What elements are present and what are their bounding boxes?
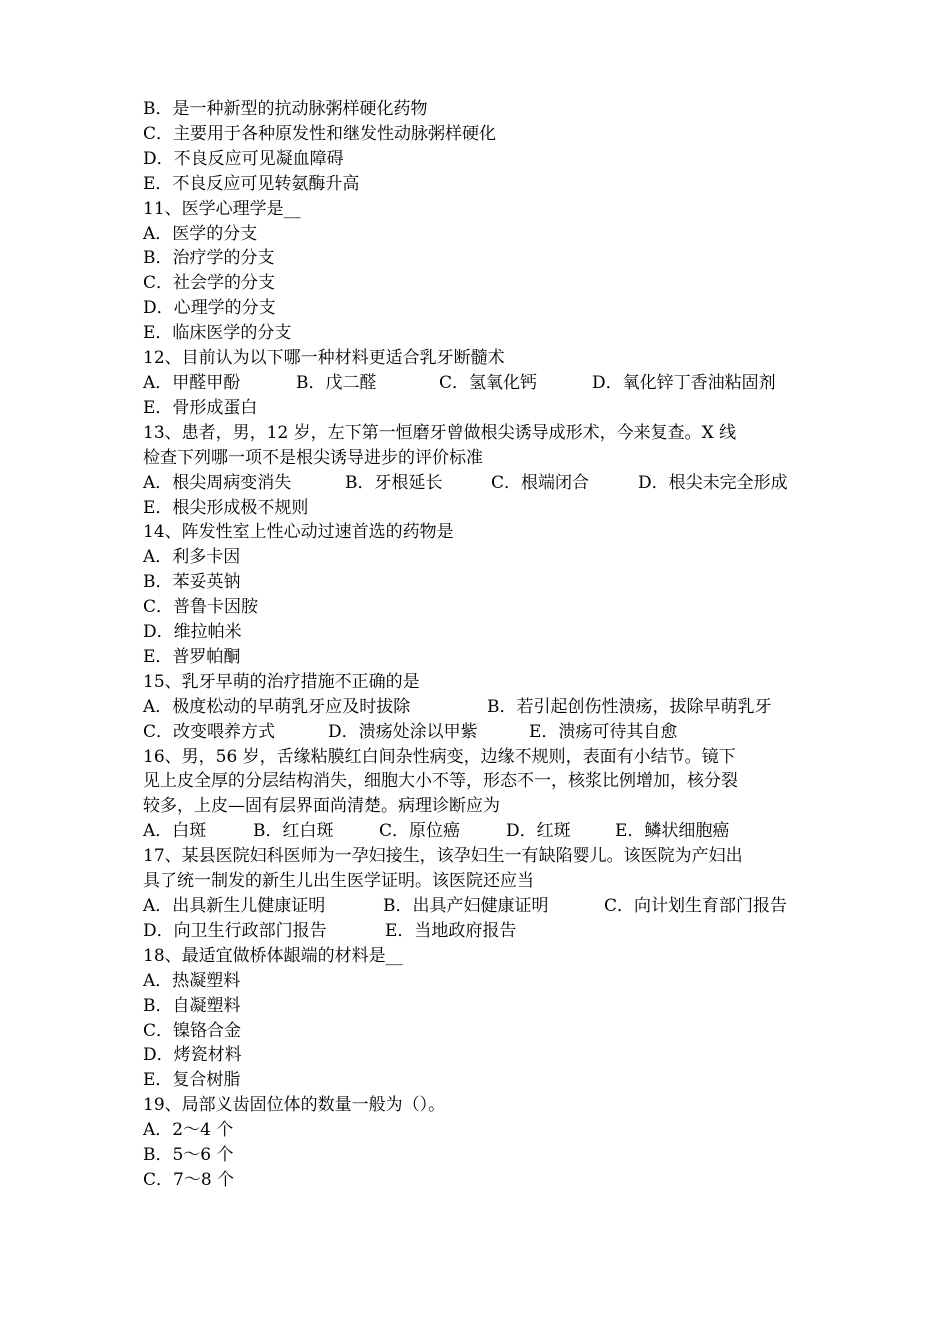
- option-line: E．普罗帕酮: [143, 646, 241, 667]
- option-c: C．根端闭合: [491, 472, 590, 493]
- question-12: 12、目前认为以下哪一种材料更适合乳牙断髓术: [143, 348, 505, 369]
- options-row: [143, 894, 823, 919]
- option-line: A．利多卡因: [143, 547, 241, 568]
- question-17: 17、某县医院妇科医师为一孕妇接生，该孕妇生一有缺陷婴儿。该医院为产妇出: [143, 846, 743, 867]
- option-a: A．出具新生儿健康证明: [143, 896, 326, 916]
- options-row: [143, 720, 823, 745]
- option-line: B．治疗学的分支: [143, 248, 275, 269]
- question-11: 11、医学心理学是__: [143, 198, 301, 219]
- option-line: B．5～6 个: [143, 1145, 234, 1166]
- option-c: C．改变喂养方式: [143, 721, 276, 742]
- option-line: C．7～8 个: [143, 1169, 235, 1190]
- option-e: E．鳞状细胞癌: [615, 821, 730, 842]
- document-body: [143, 97, 823, 1193]
- question-16-cont: 较多，上皮—固有层界面尚清楚。病理诊断应为: [143, 796, 500, 817]
- question-18: 18、最适宜做桥体龈端的材料是__: [143, 945, 403, 966]
- option-a: A．极度松动的早萌乳牙应及时拔除: [143, 696, 411, 717]
- question-19: 19、局部义齿固位体的数量一般为（）。: [143, 1095, 446, 1116]
- option-d: D．根尖未完全形成: [638, 472, 788, 493]
- option-b: B．出具产妇健康证明: [383, 896, 549, 916]
- question-17-cont: 具了统一制发的新生儿出生医学证明。该医院还应当: [143, 871, 534, 892]
- question-13-cont: 检查下列哪一项不是根尖诱导进步的评价标准: [143, 447, 483, 468]
- option-d: D．氧化锌丁香油粘固剂: [592, 372, 776, 393]
- option-line: B．自凝塑料: [143, 995, 241, 1016]
- option-line: E．骨形成蛋白: [143, 397, 258, 418]
- question-16: 16、男，56 岁，舌缘粘膜红白间杂性病变，边缘不规则，表面有小结节。镜下: [143, 746, 736, 767]
- option-line: D．烤瓷材料: [143, 1045, 242, 1066]
- option-line: C．镍铬合金: [143, 1020, 242, 1041]
- option-line: A．2～4 个: [143, 1120, 234, 1141]
- option-line: E．根尖形成极不规则: [143, 497, 309, 518]
- option-b: B．牙根延长: [345, 472, 443, 493]
- option-line: B．是一种新型的抗动脉粥样硬化药物: [143, 99, 428, 119]
- question-13: 13、患者，男，12 岁，左下第一恒磨牙曾做根尖诱导成形术，今来复查。X 线: [143, 422, 737, 443]
- option-c: C．原位癌: [379, 821, 461, 842]
- question-15: 15、乳牙早萌的治疗措施不正确的是: [143, 671, 420, 692]
- option-d: D．向卫生行政部门报告: [143, 920, 327, 941]
- option-e: E．当地政府报告: [385, 920, 517, 941]
- option-line: B．苯妥英钠: [143, 572, 241, 593]
- question-16-cont: 见上皮全厚的分层结构消失，细胞大小不等，形态不一，核浆比例增加，核分裂: [143, 771, 738, 792]
- option-line: E．复合树脂: [143, 1070, 241, 1091]
- options-row: [143, 371, 823, 396]
- option-b: B．若引起创伤性溃疡，拔除早萌乳牙: [487, 696, 772, 717]
- option-line: E．临床医学的分支: [143, 323, 292, 344]
- option-line: D．心理学的分支: [143, 298, 276, 319]
- options-row: [143, 819, 823, 844]
- option-a: A．根尖周病变消失: [143, 472, 292, 493]
- option-line: C．主要用于各种原发性和继发性动脉粥样硬化: [143, 123, 497, 144]
- option-c: C．向计划生育部门报告: [604, 896, 788, 916]
- option-c: C．氢氧化钙: [439, 372, 538, 393]
- options-row: [143, 471, 823, 496]
- option-line: D．维拉帕米: [143, 622, 242, 643]
- options-row: [143, 695, 823, 720]
- options-row: [143, 919, 823, 944]
- option-line: C．普鲁卡因胺: [143, 597, 259, 618]
- option-line: A．热凝塑料: [143, 970, 241, 991]
- option-a: A．甲醛甲酚: [143, 372, 241, 393]
- option-line: D．不良反应可见凝血障碍: [143, 148, 344, 169]
- option-b: B．红白斑: [253, 821, 334, 842]
- option-b: B．戊二醛: [296, 372, 377, 393]
- option-line: A．医学的分支: [143, 223, 258, 244]
- option-d: D．红斑: [506, 821, 571, 842]
- option-line: C．社会学的分支: [143, 273, 276, 294]
- option-d: D．溃疡处涂以甲紫: [328, 721, 478, 742]
- option-e: E．溃疡可待其自愈: [529, 721, 678, 742]
- option-a: A．白斑: [143, 821, 207, 842]
- question-14: 14、阵发性室上性心动过速首选的药物是: [143, 522, 454, 543]
- option-line: E．不良反应可见转氨酶升高: [143, 173, 360, 194]
